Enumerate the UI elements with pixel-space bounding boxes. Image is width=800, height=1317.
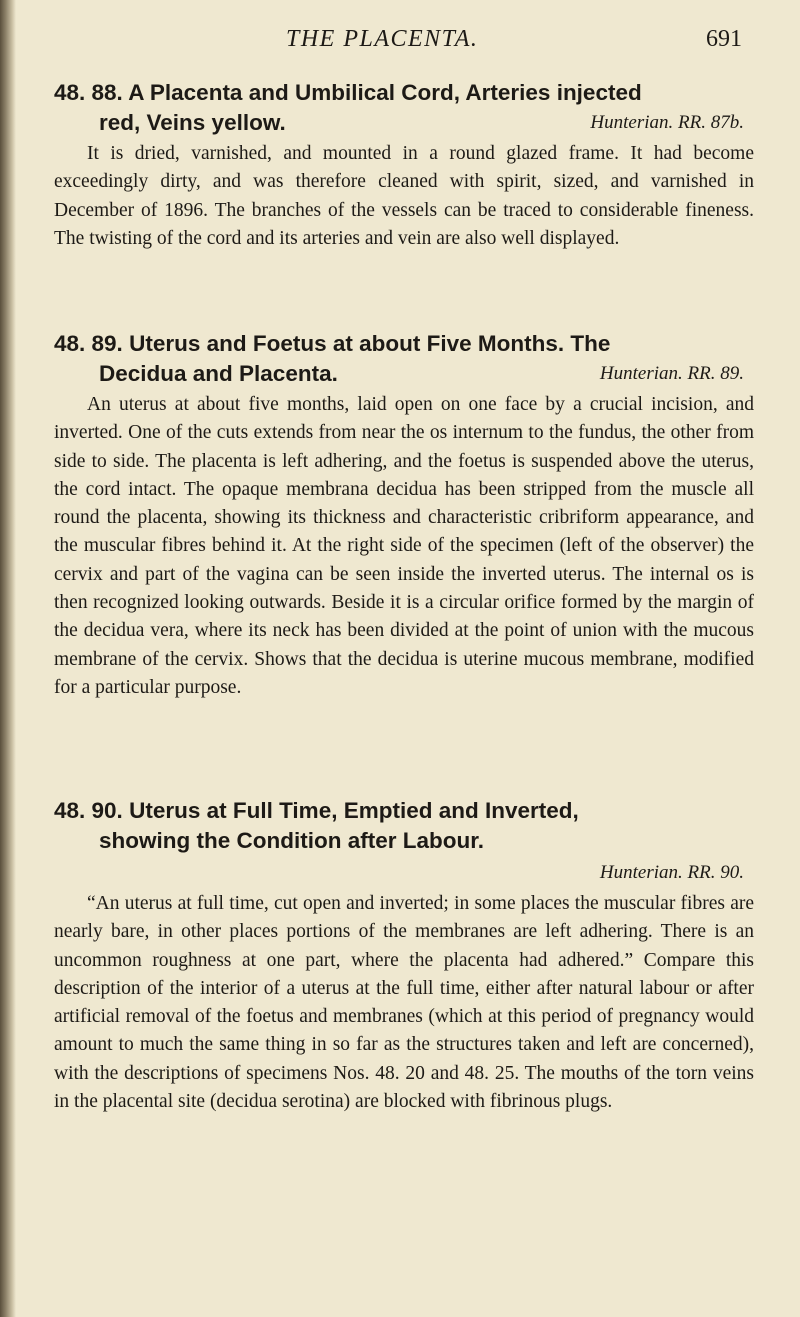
specimen-description: It is dried, varnished, and mounted in a round glazed frame. It had become exceedingly dirty, and was therefore cleaned with spirit, sized, and varnished in December of 1896. The branches of the vessels can be traced to considerable fineness. The twisting of the cord and its arteries and vein are also well displayed.	[54, 143, 754, 249]
specimen-source: Hunterian. RR. 90.	[599, 862, 744, 883]
specimen-number: 48. 89.	[54, 331, 123, 356]
specimen-entry-48-90	[54, 796, 754, 1116]
running-head	[54, 24, 754, 58]
specimen-title-line2: red, Veins yellow.	[99, 110, 286, 135]
specimen-title-line1: Uterus and Foetus at about Five Months. The	[129, 331, 611, 356]
specimen-title-line1: Uterus at Full Time, Emptied and Inverted,	[129, 798, 579, 823]
specimen-entry-48-88	[54, 78, 754, 253]
page-number: 691	[706, 26, 742, 52]
specimen-heading	[54, 78, 754, 138]
specimen-heading	[54, 329, 754, 389]
specimen-number: 48. 90.	[54, 798, 123, 823]
specimen-title-line1: A Placenta and Umbilical Cord, Arteries injected	[128, 80, 642, 105]
specimen-source: Hunterian. RR. 89.	[599, 363, 744, 384]
specimen-entry-48-89	[54, 329, 754, 702]
specimen-description: “An uterus at full time, cut open and inverted; in some places the muscular fibres are nearly bare, in other places portions of the membranes are left adhering. There is an uncommon roughness at one part, where the placenta had adhered.” Compare this description of the interior of a uterus at the full time, either after natural labour or after artificial removal of the foetus and membranes (which at this period of pregnancy would amount to much the same thing in so far as the structures taken and left are concerned), with the descriptions of specimens Nos. 48. 20 and 48. 25. The mouths of the torn veins in the placental site (decidua serotina) are blocked with fibrinous plugs.	[54, 893, 754, 1113]
page-edge-shadow	[0, 0, 16, 1317]
specimen-description: An uterus at about five months, laid open on one face by a crucial incision, and inverted. One of the cuts extends from near the os internum to the fundus, the other from side to side. The placenta is left adhering, and the foetus is suspended above the uterus, the cord intact. The opaque membrana decidua has been stripped from the muscle all round the placenta, showing its thickness and characteristic cribriform appearance, and the muscular fibres behind it. At the right side of the specimen (left of the observer) the cervix and part of the vagina can be seen inside the inverted uterus. The internal os is then recognized looking outwards. Beside it is a circular orifice formed by the margin of the decidua vera, where its neck has been divided at the point of union with the mucous membrane of the cervix. Shows that the decidua is uterine mucous membrane, modified for a particular purpose.	[54, 394, 754, 698]
specimen-title-line2: Decidua and Placenta.	[99, 361, 338, 386]
specimen-title-line2: showing the Condition after Labour.	[99, 828, 484, 853]
book-page	[54, 24, 754, 1113]
specimen-source: Hunterian. RR. 87b.	[590, 112, 744, 133]
specimen-heading	[54, 796, 754, 888]
running-title: THE PLACENTA.	[286, 26, 479, 52]
specimen-number: 48. 88.	[54, 80, 123, 105]
